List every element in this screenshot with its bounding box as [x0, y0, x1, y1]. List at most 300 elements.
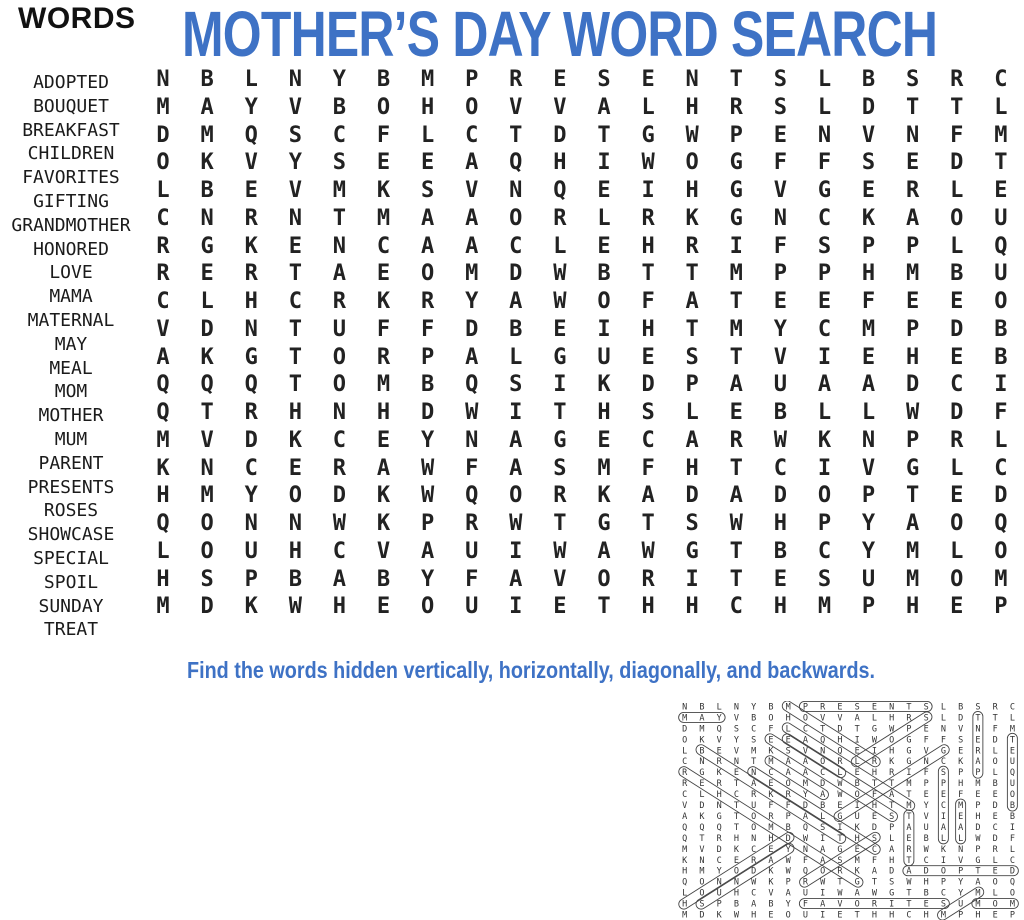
grid-letter[interactable]: T	[641, 261, 655, 287]
grid-letter[interactable]: I	[509, 594, 523, 620]
grid-letter[interactable]: L	[597, 205, 611, 231]
grid-letter[interactable]: R	[420, 289, 435, 314]
grid-letter[interactable]: B	[773, 400, 787, 425]
grid-letter[interactable]: P	[420, 511, 435, 536]
grid-letter[interactable]: O	[332, 372, 347, 398]
grid-letter[interactable]: O	[817, 483, 832, 509]
grid-letter[interactable]: U	[465, 594, 479, 620]
grid-letter[interactable]: A	[509, 289, 523, 314]
grid-letter[interactable]: D	[861, 94, 876, 120]
grid-letter[interactable]: K	[288, 427, 302, 453]
grid-letter[interactable]: D	[465, 316, 479, 342]
grid-letter[interactable]: E	[994, 178, 1008, 203]
grid-letter[interactable]: D	[641, 372, 655, 398]
grid-letter[interactable]: L	[950, 455, 964, 481]
grid-letter[interactable]: K	[817, 427, 832, 453]
grid-letter[interactable]: S	[685, 511, 699, 536]
grid-letter[interactable]: G	[685, 538, 699, 564]
grid-letter[interactable]: M	[156, 594, 170, 620]
grid-letter[interactable]: T	[994, 150, 1008, 176]
grid-letter[interactable]: K	[244, 233, 258, 259]
grid-letter[interactable]: P	[773, 261, 787, 287]
grid-letter[interactable]: H	[288, 400, 302, 425]
grid-letter[interactable]: B	[288, 566, 302, 592]
grid-letter[interactable]: D	[156, 122, 170, 148]
grid-letter[interactable]: R	[553, 205, 567, 231]
grid-letter[interactable]: D	[950, 316, 964, 342]
grid-letter[interactable]: A	[861, 372, 876, 398]
grid-letter[interactable]: W	[773, 427, 787, 453]
grid-letter[interactable]: G	[906, 455, 920, 481]
grid-letter[interactable]: T	[288, 261, 302, 287]
grid-letter[interactable]: O	[288, 483, 302, 509]
grid-letter[interactable]: E	[597, 178, 611, 203]
grid-letter[interactable]: A	[685, 289, 699, 314]
grid-letter[interactable]: D	[244, 427, 258, 453]
grid-letter[interactable]: R	[156, 261, 170, 287]
grid-letter[interactable]: E	[376, 150, 391, 176]
grid-letter[interactable]: B	[950, 261, 964, 287]
grid-letter[interactable]: R	[244, 205, 258, 231]
grid-letter[interactable]: H	[641, 594, 655, 620]
grid-letter[interactable]: I	[685, 566, 699, 592]
grid-letter[interactable]: I	[509, 538, 523, 564]
grid-letter[interactable]: D	[950, 150, 964, 176]
grid-letter[interactable]: M	[597, 455, 611, 481]
grid-letter[interactable]: F	[641, 289, 655, 314]
grid-letter[interactable]: S	[906, 67, 920, 92]
grid-letter[interactable]: Q	[244, 372, 258, 398]
grid-letter[interactable]: M	[156, 94, 170, 120]
grid-letter[interactable]: N	[685, 67, 699, 92]
grid-letter[interactable]: W	[509, 511, 523, 536]
grid-letter[interactable]: T	[729, 344, 743, 370]
grid-letter[interactable]: G	[817, 178, 832, 203]
grid-letter[interactable]: W	[553, 289, 567, 314]
grid-letter[interactable]: O	[950, 205, 964, 231]
grid-letter[interactable]: W	[729, 511, 743, 536]
grid-letter[interactable]: M	[994, 566, 1008, 592]
grid-letter[interactable]: G	[553, 344, 567, 370]
grid-letter[interactable]: T	[906, 94, 920, 120]
grid-letter[interactable]: P	[861, 233, 876, 259]
grid-letter[interactable]: E	[376, 594, 391, 620]
grid-letter[interactable]: M	[906, 538, 920, 564]
grid-letter[interactable]: E	[773, 122, 787, 148]
grid-letter[interactable]: L	[420, 122, 435, 148]
grid-letter[interactable]: O	[509, 205, 523, 231]
grid-letter[interactable]: I	[553, 372, 567, 398]
grid-letter[interactable]: V	[244, 150, 258, 176]
grid-letter[interactable]: U	[773, 372, 787, 398]
grid-letter[interactable]: F	[773, 150, 787, 176]
grid-letter[interactable]: E	[376, 427, 391, 453]
grid-letter[interactable]: R	[156, 233, 170, 259]
grid-letter[interactable]: W	[465, 400, 479, 425]
grid-letter[interactable]: O	[332, 344, 347, 370]
grid-letter[interactable]: T	[597, 594, 611, 620]
grid-letter[interactable]: H	[906, 344, 920, 370]
grid-letter[interactable]: C	[376, 233, 391, 259]
grid-letter[interactable]: T	[685, 316, 699, 342]
grid-letter[interactable]: P	[906, 316, 920, 342]
grid-letter[interactable]: U	[861, 566, 876, 592]
grid-letter[interactable]: L	[156, 538, 170, 564]
grid-letter[interactable]: T	[641, 511, 655, 536]
grid-letter[interactable]: L	[244, 67, 258, 92]
grid-letter[interactable]: H	[685, 594, 699, 620]
grid-letter[interactable]: L	[200, 289, 214, 314]
grid-letter[interactable]: R	[244, 400, 258, 425]
grid-letter[interactable]: B	[994, 344, 1008, 370]
grid-letter[interactable]: K	[200, 344, 214, 370]
grid-letter[interactable]: C	[332, 122, 347, 148]
grid-letter[interactable]: Q	[200, 372, 214, 398]
grid-letter[interactable]: M	[861, 316, 876, 342]
grid-letter[interactable]: Q	[509, 150, 523, 176]
grid-letter[interactable]: A	[200, 94, 214, 120]
grid-letter[interactable]: M	[376, 372, 391, 398]
grid-letter[interactable]: C	[994, 67, 1008, 92]
grid-letter[interactable]: N	[332, 400, 347, 425]
grid-letter[interactable]: A	[465, 205, 479, 231]
grid-letter[interactable]: T	[906, 483, 920, 509]
grid-letter[interactable]: V	[288, 178, 302, 203]
grid-letter[interactable]: A	[817, 372, 832, 398]
grid-letter[interactable]: E	[553, 594, 567, 620]
grid-letter[interactable]: I	[641, 178, 655, 203]
grid-letter[interactable]: Y	[332, 67, 347, 92]
grid-letter[interactable]: R	[641, 205, 655, 231]
grid-letter[interactable]: K	[376, 289, 391, 314]
grid-letter[interactable]: C	[994, 455, 1008, 481]
grid-letter[interactable]: P	[906, 233, 920, 259]
grid-letter[interactable]: W	[906, 400, 920, 425]
grid-letter[interactable]: S	[420, 178, 435, 203]
grid-letter[interactable]: T	[729, 538, 743, 564]
grid-letter[interactable]: O	[465, 94, 479, 120]
grid-letter[interactable]: N	[509, 178, 523, 203]
grid-letter[interactable]: I	[729, 233, 743, 259]
grid-letter[interactable]: C	[156, 289, 170, 314]
grid-letter[interactable]: U	[994, 261, 1008, 287]
grid-letter[interactable]: D	[553, 122, 567, 148]
grid-letter[interactable]: K	[376, 511, 391, 536]
grid-letter[interactable]: T	[288, 316, 302, 342]
grid-letter[interactable]: C	[465, 122, 479, 148]
grid-letter[interactable]: N	[465, 427, 479, 453]
grid-letter[interactable]: S	[773, 67, 787, 92]
grid-letter[interactable]: R	[641, 566, 655, 592]
grid-letter[interactable]: M	[420, 67, 435, 92]
grid-letter[interactable]: W	[553, 261, 567, 287]
grid-letter[interactable]: P	[861, 594, 876, 620]
grid-letter[interactable]: L	[553, 233, 567, 259]
grid-letter[interactable]: H	[156, 483, 170, 509]
grid-letter[interactable]: T	[729, 566, 743, 592]
grid-letter[interactable]: H	[332, 594, 347, 620]
grid-letter[interactable]: I	[994, 372, 1008, 398]
grid-letter[interactable]: G	[200, 233, 214, 259]
grid-letter[interactable]: H	[773, 511, 787, 536]
grid-letter[interactable]: K	[597, 372, 611, 398]
grid-letter[interactable]: H	[244, 289, 258, 314]
grid-letter[interactable]: L	[950, 178, 964, 203]
grid-letter[interactable]: D	[685, 483, 699, 509]
grid-letter[interactable]: M	[200, 483, 214, 509]
grid-letter[interactable]: E	[773, 566, 787, 592]
grid-letter[interactable]: P	[817, 261, 832, 287]
grid-letter[interactable]: E	[553, 316, 567, 342]
grid-letter[interactable]: D	[200, 594, 214, 620]
grid-letter[interactable]: M	[156, 427, 170, 453]
grid-letter[interactable]: B	[332, 94, 347, 120]
grid-letter[interactable]: V	[553, 566, 567, 592]
grid-letter[interactable]: A	[597, 94, 611, 120]
grid-letter[interactable]: I	[817, 455, 832, 481]
grid-letter[interactable]: T	[553, 511, 567, 536]
grid-letter[interactable]: A	[332, 566, 347, 592]
grid-letter[interactable]: E	[817, 289, 832, 314]
grid-letter[interactable]: W	[641, 150, 655, 176]
grid-letter[interactable]: G	[244, 344, 258, 370]
grid-letter[interactable]: E	[288, 455, 302, 481]
grid-letter[interactable]: G	[597, 511, 611, 536]
grid-letter[interactable]: Y	[773, 316, 787, 342]
grid-letter[interactable]: D	[994, 483, 1008, 509]
grid-letter[interactable]: I	[817, 344, 832, 370]
grid-letter[interactable]: V	[773, 178, 787, 203]
grid-letter[interactable]: A	[332, 261, 347, 287]
grid-letter[interactable]: W	[420, 455, 435, 481]
grid-letter[interactable]: C	[817, 316, 832, 342]
grid-letter[interactable]: M	[376, 205, 391, 231]
grid-letter[interactable]: L	[994, 94, 1008, 120]
grid-letter[interactable]: G	[729, 150, 743, 176]
grid-letter[interactable]: M	[465, 261, 479, 287]
grid-letter[interactable]: R	[906, 178, 920, 203]
grid-letter[interactable]: K	[200, 150, 214, 176]
grid-letter[interactable]: H	[156, 566, 170, 592]
grid-letter[interactable]: M	[729, 261, 743, 287]
grid-letter[interactable]: A	[641, 483, 655, 509]
grid-letter[interactable]: R	[553, 483, 567, 509]
grid-letter[interactable]: N	[200, 205, 214, 231]
grid-letter[interactable]: H	[685, 178, 699, 203]
grid-letter[interactable]: N	[817, 122, 832, 148]
grid-letter[interactable]: B	[861, 67, 876, 92]
grid-letter[interactable]: G	[553, 427, 567, 453]
grid-letter[interactable]: B	[420, 372, 435, 398]
grid-letter[interactable]: G	[729, 205, 743, 231]
grid-letter[interactable]: T	[553, 400, 567, 425]
grid-letter[interactable]: T	[685, 261, 699, 287]
grid-letter[interactable]: Y	[861, 538, 876, 564]
grid-letter[interactable]: K	[597, 483, 611, 509]
grid-letter[interactable]: R	[465, 511, 479, 536]
grid-letter[interactable]: A	[509, 427, 523, 453]
grid-letter[interactable]: O	[156, 150, 170, 176]
grid-letter[interactable]: E	[773, 289, 787, 314]
grid-letter[interactable]: C	[773, 455, 787, 481]
grid-letter[interactable]: Q	[156, 372, 170, 398]
grid-letter[interactable]: S	[288, 122, 302, 148]
grid-letter[interactable]: M	[906, 566, 920, 592]
grid-letter[interactable]: P	[465, 67, 479, 92]
grid-letter[interactable]: H	[906, 594, 920, 620]
grid-letter[interactable]: M	[332, 178, 347, 203]
grid-letter[interactable]: E	[861, 178, 876, 203]
grid-letter[interactable]: D	[420, 400, 435, 425]
grid-letter[interactable]: F	[773, 233, 787, 259]
grid-letter[interactable]: O	[994, 289, 1008, 314]
grid-letter[interactable]: K	[244, 594, 258, 620]
grid-letter[interactable]: U	[465, 538, 479, 564]
grid-letter[interactable]: N	[200, 455, 214, 481]
grid-letter[interactable]: A	[509, 566, 523, 592]
grid-letter[interactable]: S	[509, 372, 523, 398]
grid-letter[interactable]: N	[244, 316, 258, 342]
grid-letter[interactable]: P	[994, 594, 1008, 620]
grid-letter[interactable]: B	[994, 316, 1008, 342]
grid-letter[interactable]: Q	[994, 233, 1008, 259]
grid-letter[interactable]: V	[861, 122, 876, 148]
grid-letter[interactable]: O	[509, 483, 523, 509]
grid-letter[interactable]: V	[509, 94, 523, 120]
grid-letter[interactable]: B	[509, 316, 523, 342]
grid-letter[interactable]: C	[817, 205, 832, 231]
grid-letter[interactable]: R	[244, 261, 258, 287]
grid-letter[interactable]: D	[773, 483, 787, 509]
grid-letter[interactable]: C	[729, 594, 743, 620]
grid-letter[interactable]: K	[156, 455, 170, 481]
grid-letter[interactable]: N	[861, 427, 876, 453]
grid-letter[interactable]: I	[509, 400, 523, 425]
grid-letter[interactable]: B	[376, 566, 391, 592]
grid-letter[interactable]: S	[685, 344, 699, 370]
grid-letter[interactable]: S	[332, 150, 347, 176]
grid-letter[interactable]: N	[244, 511, 258, 536]
grid-letter[interactable]: N	[773, 205, 787, 231]
grid-letter[interactable]: R	[950, 427, 964, 453]
grid-letter[interactable]: F	[465, 455, 479, 481]
grid-letter[interactable]: F	[817, 150, 832, 176]
grid-letter[interactable]: N	[288, 67, 302, 92]
grid-letter[interactable]: Y	[288, 150, 302, 176]
grid-letter[interactable]: S	[861, 150, 876, 176]
grid-letter[interactable]: L	[950, 233, 964, 259]
grid-letter[interactable]: C	[156, 205, 170, 231]
grid-letter[interactable]: M	[729, 316, 743, 342]
grid-letter[interactable]: E	[200, 261, 214, 287]
grid-letter[interactable]: W	[420, 483, 435, 509]
grid-letter[interactable]: E	[244, 178, 258, 203]
grid-letter[interactable]: F	[376, 122, 391, 148]
grid-letter[interactable]: F	[861, 289, 876, 314]
grid-letter[interactable]: D	[906, 372, 920, 398]
grid-letter[interactable]: S	[773, 94, 787, 120]
grid-letter[interactable]: S	[597, 67, 611, 92]
grid-letter[interactable]: A	[156, 344, 170, 370]
grid-letter[interactable]: R	[950, 67, 964, 92]
grid-letter[interactable]: E	[861, 344, 876, 370]
grid-letter[interactable]: R	[332, 289, 347, 314]
grid-letter[interactable]: O	[200, 538, 214, 564]
grid-letter[interactable]: O	[376, 94, 391, 120]
grid-letter[interactable]: A	[465, 344, 479, 370]
grid-letter[interactable]: T	[200, 400, 214, 425]
grid-letter[interactable]: T	[729, 455, 743, 481]
grid-letter[interactable]: N	[156, 67, 170, 92]
grid-letter[interactable]: U	[994, 205, 1008, 231]
grid-letter[interactable]: A	[906, 205, 920, 231]
grid-letter[interactable]: E	[906, 150, 920, 176]
grid-letter[interactable]: Q	[244, 122, 258, 148]
grid-letter[interactable]: C	[817, 538, 832, 564]
grid-letter[interactable]: Y	[861, 511, 876, 536]
grid-letter[interactable]: A	[420, 205, 435, 231]
grid-letter[interactable]: W	[641, 538, 655, 564]
grid-letter[interactable]: W	[553, 538, 567, 564]
grid-letter[interactable]: O	[950, 566, 964, 592]
grid-letter[interactable]: Y	[244, 483, 258, 509]
grid-letter[interactable]: L	[950, 538, 964, 564]
grid-letter[interactable]: H	[641, 233, 655, 259]
grid-letter[interactable]: M	[200, 122, 214, 148]
grid-letter[interactable]: O	[994, 538, 1008, 564]
grid-letter[interactable]: R	[332, 455, 347, 481]
grid-letter[interactable]: D	[200, 316, 214, 342]
grid-letter[interactable]: S	[817, 233, 832, 259]
grid-letter[interactable]: R	[376, 344, 391, 370]
grid-letter[interactable]: L	[817, 400, 832, 425]
grid-letter[interactable]: D	[509, 261, 523, 287]
grid-letter[interactable]: O	[597, 566, 611, 592]
grid-letter[interactable]: G	[641, 122, 655, 148]
grid-letter[interactable]: A	[420, 538, 435, 564]
grid-letter[interactable]: T	[597, 122, 611, 148]
grid-letter[interactable]: H	[420, 94, 435, 120]
grid-letter[interactable]: V	[200, 427, 214, 453]
grid-letter[interactable]: B	[200, 67, 214, 92]
grid-letter[interactable]: D	[950, 400, 964, 425]
grid-letter[interactable]: Q	[156, 511, 170, 536]
grid-letter[interactable]: H	[861, 261, 876, 287]
grid-letter[interactable]: Y	[244, 94, 258, 120]
grid-letter[interactable]: F	[641, 455, 655, 481]
grid-letter[interactable]: H	[376, 400, 391, 425]
grid-letter[interactable]: O	[420, 261, 435, 287]
grid-letter[interactable]: O	[420, 594, 435, 620]
grid-letter[interactable]: A	[597, 538, 611, 564]
grid-letter[interactable]: W	[685, 122, 699, 148]
grid-letter[interactable]: K	[376, 178, 391, 203]
grid-letter[interactable]: U	[244, 538, 258, 564]
grid-letter[interactable]: C	[950, 372, 964, 398]
grid-letter[interactable]: O	[950, 511, 964, 536]
grid-letter[interactable]: C	[288, 289, 302, 314]
grid-letter[interactable]: E	[420, 150, 435, 176]
grid-letter[interactable]: V	[156, 316, 170, 342]
grid-letter[interactable]: E	[950, 344, 964, 370]
grid-letter[interactable]: B	[773, 538, 787, 564]
grid-letter[interactable]: P	[817, 511, 832, 536]
grid-letter[interactable]: T	[729, 289, 743, 314]
grid-letter[interactable]: Q	[465, 483, 479, 509]
grid-letter[interactable]: F	[465, 566, 479, 592]
grid-letter[interactable]: A	[376, 455, 391, 481]
grid-letter[interactable]: N	[332, 233, 347, 259]
